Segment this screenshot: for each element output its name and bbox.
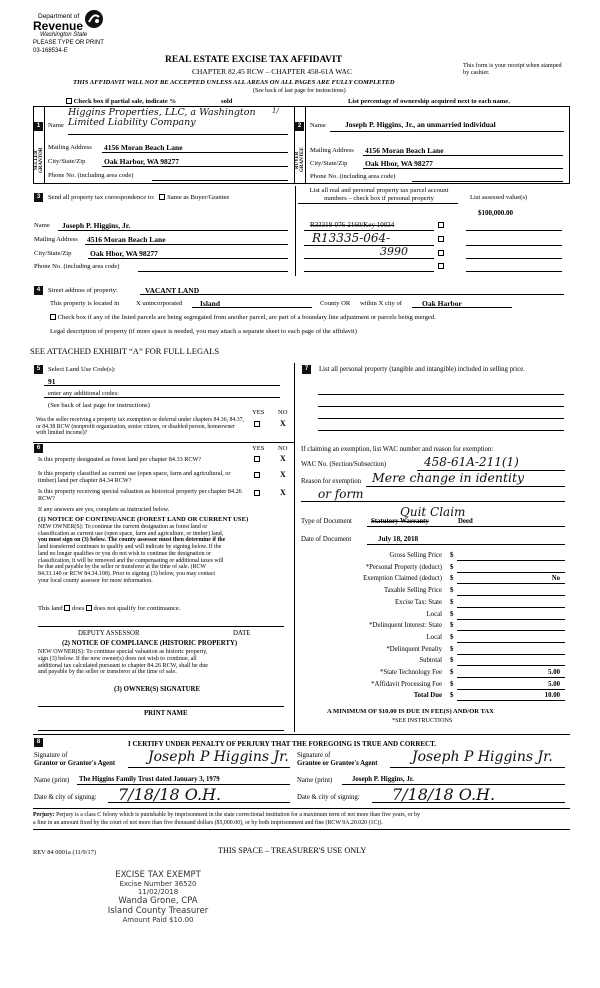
does-label: does xyxy=(72,605,85,612)
s3-name-value: Joseph P. Higgins, Jr. xyxy=(62,221,131,230)
tax-row-line xyxy=(457,560,565,561)
notice1-line: your local county assessor for more information. xyxy=(38,577,153,584)
notice1-line: you must sign on (3) below. The county assessor must then determine if the xyxy=(38,537,226,544)
tax-row-line xyxy=(457,595,565,596)
parcel-struck: R33318-076-2160/Key 10034 xyxy=(310,221,395,229)
city-value: Oak Harbor xyxy=(422,299,462,308)
assessed-value: $100,000.00 xyxy=(478,209,513,217)
tax-row-value: No xyxy=(551,575,560,583)
tax-row-currency: $ xyxy=(450,645,454,653)
tax-row-label: Local xyxy=(426,610,442,618)
notice2-line: sign (3) below. If the new owner(s) does not wish to continue, all xyxy=(38,655,197,662)
stamp-line-1: EXCISE TAX EXEMPT xyxy=(115,870,201,880)
grantor-name-label: Name (print) xyxy=(34,777,70,784)
notice1-line: land transferred continues to qualify and will indicate by signing below. If the xyxy=(38,544,222,551)
reason-value-2: or form xyxy=(318,487,364,501)
doc-type-hw: Quit Claim xyxy=(400,505,466,519)
does-not-label: does not qualify for continuance. xyxy=(93,605,181,612)
stamp-line-3: 11/02/2018 xyxy=(137,888,179,896)
grantor-name-value: The Higgins Family Trust dated January 3, 1979 xyxy=(79,776,220,783)
tax-row-line xyxy=(457,583,565,584)
see-instructions: *SEE INSTRUCTIONS xyxy=(392,717,453,724)
s6-q2-yes-checkbox[interactable] xyxy=(254,472,260,478)
doc-date-value: July 18, 2018 xyxy=(378,535,419,543)
perjury-line-1 xyxy=(33,812,420,818)
deputy-assessor-label: DEPUTY ASSESSOR xyxy=(78,630,140,637)
doc-date-label: Date of Document xyxy=(301,536,352,543)
claim-exemption-label: If claiming an exemption, list WAC number and reason for exemption: xyxy=(301,446,494,453)
doc-type-struck: Statutory Warranty xyxy=(371,518,429,525)
grantee-date-label: Date & city of signing: xyxy=(297,794,360,801)
grantee-signature: Joseph P Higgins Jr. xyxy=(412,749,553,765)
assessed-header: List assessed value(s) xyxy=(470,194,528,201)
owner-signature-label: (3) OWNER(S) SIGNATURE xyxy=(114,686,200,693)
buyer-name-value: Joseph P. Higgins, Jr., an unmarried individual xyxy=(345,120,496,129)
tax-row-line xyxy=(457,630,565,631)
parcel-hw-2: 3990 xyxy=(380,245,408,258)
partial-sale xyxy=(66,98,176,105)
tax-row-label: *Affidavit Processing Fee xyxy=(371,680,442,688)
seller-name-extra: 1/ xyxy=(272,107,279,115)
seller-mailing-label: Mailing Address xyxy=(48,144,92,151)
parcel-header: List all real and personal property tax parcel account numbers – check box if personal property xyxy=(309,187,449,202)
buyer-city-value: Oak Hbor, WA 98277 xyxy=(365,159,433,168)
segregated-checkbox[interactable] xyxy=(50,314,56,320)
buyer-city-label: City/State/Zip xyxy=(310,160,348,167)
tax-row-label: *Delinquent Interest: State xyxy=(369,622,442,630)
seller-city-value: Oak Harbor, WA 98277 xyxy=(104,157,180,166)
doc-type-tail: Deed xyxy=(458,518,473,525)
tax-row-label: Gross Selling Price xyxy=(389,552,442,559)
tax-row-value: 5.00 xyxy=(548,680,560,688)
tax-row-line xyxy=(457,665,565,666)
notice1-line: NEW OWNER(S): To continue the current designation as forest land or xyxy=(38,524,208,530)
s3-city-value: Oak Hbor, WA 98277 xyxy=(90,249,158,258)
tax-row-line xyxy=(457,677,565,678)
seller-mailing-value: 4156 Moran Beach Lane xyxy=(104,143,183,152)
personal-property-label: List all personal property (tangible and intangible) included in selling price. xyxy=(319,366,525,373)
see-back: (See back of last page for instructions) xyxy=(253,88,346,94)
s6-q2: Is this property classified as current use (open space, farm and agricultural, or timber) land per chapter 84.34 RCW? xyxy=(38,470,231,484)
buyer-phone-label: Phone No. (including area code) xyxy=(310,173,396,180)
minimum-due: A MINIMUM OF $10.00 IS DUE IN FEE(S) AND/OR TAX xyxy=(327,708,494,715)
tax-row-label: *Delinquent Penalty xyxy=(386,645,442,653)
legal-label: Legal description of property (if more space is needed, you may attach a separate sheet to each page of the affidavit) xyxy=(50,328,357,335)
street-value: VACANT LAND xyxy=(145,286,200,295)
additional-codes-label: enter any additional codes: xyxy=(48,390,119,397)
seller-name-value: Higgins Properties, LLC, a Washington Limited Liability Company xyxy=(68,107,256,128)
county-value: Island xyxy=(200,299,221,308)
parcel-4-personal-checkbox[interactable] xyxy=(438,263,444,269)
parcel-2-personal-checkbox[interactable] xyxy=(438,236,444,242)
grantee-name-value: Joseph P. Higgins, Jr. xyxy=(352,776,414,783)
page-title: REAL ESTATE EXCISE TAX AFFIDAVIT xyxy=(165,55,343,65)
same-as-buyer-checkbox[interactable] xyxy=(159,194,165,200)
grantee-sig-label-2: Grantee or Grantee's Agent xyxy=(297,760,378,767)
same-as-buyer-label: Same as Buyer/Grantee xyxy=(167,194,230,201)
form-code: 03-168534-E xyxy=(33,48,68,54)
tax-row-currency: $ xyxy=(450,610,454,618)
s3-phone-label: Phone No. (including area code) xyxy=(34,263,120,270)
ownership-label: List percentage of ownership acquired next to each name. xyxy=(348,98,510,105)
seller-side-label: SELLER GRANTOR xyxy=(34,147,44,173)
agency-line1: Department of xyxy=(38,13,80,20)
tax-row-currency: $ xyxy=(450,563,454,571)
s3-mailing-value: 4516 Moran Beach Lane xyxy=(87,235,166,244)
notice1-line: land no longer qualifies or you do not wish to continue the designation or xyxy=(38,550,211,557)
notice2-line: and payable by the seller or transferor at the time of sale. xyxy=(38,669,177,676)
within-label: within X city of xyxy=(360,300,402,307)
seller-name-label: Name xyxy=(48,122,64,129)
tax-row-currency: $ xyxy=(450,587,454,595)
s3-city-label: City/State/Zip xyxy=(34,250,72,257)
street-label: Street address of property: xyxy=(48,287,118,294)
notice2-title: (2) NOTICE OF COMPLIANCE (HISTORIC PROPERTY) xyxy=(62,640,238,647)
section-5-number: 5 xyxy=(34,365,43,374)
stamp-line-2: Excise Number 36520 xyxy=(119,880,197,888)
s6-q3: Is this property receiving special valuation as historical property per chapter 84.26 RCW? xyxy=(38,488,242,502)
does-not-checkbox[interactable] xyxy=(86,605,92,611)
tax-row-currency: $ xyxy=(450,598,454,606)
agency-line3: Washington State xyxy=(40,32,88,38)
parcel-1-personal-checkbox[interactable] xyxy=(438,222,444,228)
s3-mailing-label: Mailing Address xyxy=(34,236,78,243)
tax-row-line xyxy=(457,642,565,643)
notice1-body xyxy=(38,524,225,584)
seller-phone-label: Phone No. (including area code) xyxy=(48,172,134,179)
perjury-text-1: Perjury is a class C felony which is punishable by imprisonment in the state correctional institution for a maximum term of not more than five years, or by xyxy=(56,812,420,818)
tax-row-label: Subtotal xyxy=(419,657,442,665)
unincorporated-label: X unincorporated xyxy=(136,300,183,307)
seller-city-label: City/State/Zip xyxy=(48,158,86,165)
stamp-line-5: Island County Treasurer xyxy=(107,906,209,916)
treasurer-use: THIS SPACE – TREASURER'S USE ONLY xyxy=(218,846,367,855)
s6-q1: Is this property designated as forest land per chapter 84.33 RCW? xyxy=(38,456,202,463)
notice1-line: 84.33.140 or RCW 84.34.108). Prior to signing (3) below, you may contact xyxy=(38,570,216,577)
grantor-date-label: Date & city of signing: xyxy=(34,794,97,801)
s6-no-header: NO xyxy=(278,445,288,452)
parcel-hw-1: R13335-064- xyxy=(312,231,391,245)
tax-row-currency: $ xyxy=(450,575,454,583)
buyer-mailing-label: Mailing Address xyxy=(310,147,354,154)
land-use-value: 91 xyxy=(48,377,56,386)
s5-yes-header: YES xyxy=(252,409,265,416)
notice1-line: be due and payable by the seller or transferor at the time of sale. (RCW xyxy=(38,564,206,571)
perjury-text-2: a fine in an amount fixed by the court of not more than five thousand dollars ($5,000.00), or by both imprisonment and fine (RCW 9A.20.020 (1C)). xyxy=(33,820,383,826)
buyer-name-label: Name xyxy=(310,122,326,129)
section-1-number: 1 xyxy=(34,122,43,131)
grantee-sig-label-1: Signature of xyxy=(297,752,331,759)
send-correspondence xyxy=(48,194,229,201)
tax-row-value: 10.00 xyxy=(544,692,560,700)
tax-row-label: Total Due xyxy=(413,692,442,700)
tax-row-currency: $ xyxy=(450,657,454,665)
land-use-label: Select Land Use Code(s): xyxy=(48,366,116,373)
tax-row-line xyxy=(457,654,565,655)
s3-name-label: Name xyxy=(34,222,50,229)
county-label: County OR xyxy=(320,300,351,307)
segregated-row xyxy=(50,314,436,321)
reason-value-1: Mere change in identity xyxy=(372,470,525,485)
notice1-line: classification as current use (open space, farm and agriculture, or timber) land, xyxy=(38,530,224,537)
s6-q1-yes-checkbox[interactable] xyxy=(254,456,260,462)
notice1-title: (1) NOTICE OF CONTINUANCE (FOREST LAND OR CURRENT USE) xyxy=(38,516,249,523)
certify-text: I CERTIFY UNDER PENALTY OF PERJURY THAT THE FOREGOING IS TRUE AND CORRECT. xyxy=(128,740,437,748)
s5-see-back: (See back of last page for instructions) xyxy=(48,402,150,409)
buyer-mailing-value: 4156 Moran Beach Lane xyxy=(365,146,444,155)
located-label: This property is located in xyxy=(50,300,120,307)
grantor-sig-label-2: Grantor or Grantor's Agent xyxy=(34,760,116,767)
s6-q3-no-answer: X xyxy=(280,488,286,497)
section-6-number: 6 xyxy=(34,444,43,453)
wac-value: 458-61A-211(1) xyxy=(424,455,519,469)
tax-row-currency: $ xyxy=(450,669,454,676)
tax-row-label: *Personal Property (deduct) xyxy=(365,563,442,571)
section-3-number: 3 xyxy=(34,193,43,202)
tax-row-line xyxy=(457,607,565,608)
exhibit-text: SEE ATTACHED EXHIBIT “A” FOR FULL LEGALS xyxy=(30,346,220,356)
s6-q3-yes-checkbox[interactable] xyxy=(254,490,260,496)
partial-sale-checkbox[interactable] xyxy=(66,98,72,104)
exemption-question: Was the seller receiving a property tax exemption or deferral under chapters 84.36, 84.37, or 84.38 RCW (nonprofit organization, senior citizen, or disabled person, homeowner with limited income)? xyxy=(36,417,244,437)
receipt-note: This form is your receipt when stamped by cashier. xyxy=(463,62,562,76)
doc-type-label: Type of Document xyxy=(301,518,352,525)
s6-q2-no-answer: X xyxy=(280,470,286,479)
print-name-label: PRINT NAME xyxy=(144,710,188,717)
tax-row-line xyxy=(457,700,565,701)
tax-row-value: 5.00 xyxy=(548,669,560,676)
send-label: Send all property tax correspondence to: xyxy=(48,194,155,201)
grantor-date-value: 7/18/18 O.H. xyxy=(118,785,222,804)
perjury-label: Perjury: xyxy=(33,812,55,818)
tax-row-currency: $ xyxy=(450,552,454,559)
notice2-line: NEW OWNER(S): To continue special valuation as historic property, xyxy=(38,649,208,655)
tax-row-currency: $ xyxy=(450,633,454,641)
notice2-line: additional tax calculated pursuant to chapter 84.26 RCW, shall be due xyxy=(38,662,209,669)
s6-if-yes: If any answers are yes, complete as instructed below. xyxy=(38,506,170,513)
tax-row-currency: $ xyxy=(450,680,454,688)
rev-code: REV 84 0001a (11/9/17) xyxy=(33,849,97,856)
does-checkbox[interactable] xyxy=(64,605,70,611)
segregated-label: Check box if any of the listed parcels are being segregated from another parcel, are part of a boundary line adjustment or parcels being merged. xyxy=(57,314,436,321)
this-land-label: This land xyxy=(38,605,63,612)
please-type: PLEASE TYPE OR PRINT xyxy=(33,40,104,46)
stamp-line-4: Wanda Grone, CPA xyxy=(118,896,198,906)
stamp-line-6: Amount Paid $10.00 xyxy=(122,916,194,924)
grantor-signature: Joseph P Higgins Jr. xyxy=(148,749,289,765)
s6-yes-header: YES xyxy=(252,445,265,452)
chapter-line: CHAPTER 82.45 RCW – CHAPTER 458-61A WAC xyxy=(192,67,352,76)
s5-no-answer: X xyxy=(280,419,286,428)
sold-label: sold xyxy=(221,98,233,105)
date-label: DATE xyxy=(233,630,251,637)
section-2-number: 2 xyxy=(295,122,304,131)
logo-icon xyxy=(84,9,104,29)
tax-row-currency: $ xyxy=(450,622,454,630)
tax-row-line xyxy=(457,619,565,620)
tax-row-label: *State Technology Fee xyxy=(379,669,442,676)
grantee-date-value: 7/18/18 O.H. xyxy=(392,785,496,804)
tax-row-line xyxy=(457,689,565,690)
s5-yes-checkbox[interactable] xyxy=(254,421,260,427)
tax-row-currency: $ xyxy=(450,692,454,700)
tax-row-label: Excise Tax: State xyxy=(395,598,442,606)
s6-q1-no-answer: X xyxy=(280,454,286,463)
tax-row-label: Exemption Claimed (deduct) xyxy=(363,575,442,583)
excise-stamp xyxy=(98,870,218,924)
reason-label: Reason for exemption xyxy=(301,478,362,485)
partial-sale-label: Check box if partial sale, indicate % xyxy=(73,98,177,105)
tax-row-line xyxy=(457,572,565,573)
buyer-side-label: BUYER GRANTEE xyxy=(295,147,305,173)
section-4-number: 4 xyxy=(34,286,43,295)
s5-no-header: NO xyxy=(278,409,288,416)
notice1-line: classification, it will be removed and the compensating or additional taxes will xyxy=(38,557,224,564)
grantee-name-label: Name (print) xyxy=(297,777,333,784)
wac-label: WAC No. (Section/Subsection) xyxy=(301,461,387,468)
agency-line2: Revenue xyxy=(33,19,84,33)
parcel-3-personal-checkbox[interactable] xyxy=(438,250,444,256)
section-7-number: 7 xyxy=(302,365,311,374)
tax-row-label: Taxable Selling Price xyxy=(383,587,442,595)
notice2-body xyxy=(38,649,208,676)
section-8-number: 8 xyxy=(34,738,43,747)
tax-row-label: Local xyxy=(426,633,442,641)
land-qualifies-row xyxy=(38,605,180,612)
warning-line: THIS AFFIDAVIT WILL NOT BE ACCEPTED UNLESS ALL AREAS ON ALL PAGES ARE FULLY COMPLETED xyxy=(73,79,395,86)
grantor-sig-label-1: Signature of xyxy=(34,752,68,759)
